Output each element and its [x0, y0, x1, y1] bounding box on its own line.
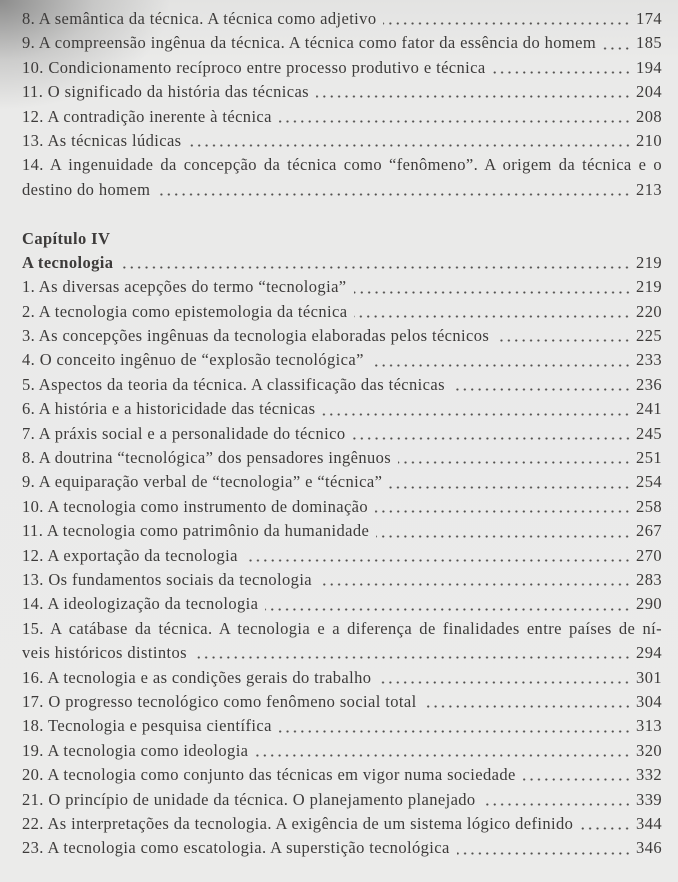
toc-entry-title: 22. As interpretações da tecnologia. A exigência de um sistema lógico definido: [22, 813, 574, 833]
toc-entry-title: 13. Os fundamentos sociais da tecnologia: [22, 569, 313, 589]
dot-leader: [354, 300, 631, 324]
dot-leader: [483, 788, 631, 812]
toc-entry: [22, 373, 662, 397]
toc-entry: [22, 714, 662, 738]
toc-entry: [22, 446, 662, 470]
toc-entry-title-line1: 14. A ingenuidade da concepção da técnica como “fenômeno”. A origem da técnica e o: [22, 155, 662, 175]
dot-leader: [371, 348, 631, 372]
toc-page-number: 241: [636, 399, 662, 419]
dot-leader: [279, 714, 631, 738]
toc-entry-title: 8. A doutrina “tecnológica” dos pensadores ingênuos: [22, 448, 392, 468]
toc-page-number: 208: [636, 106, 662, 126]
toc-entry-title: 19. A tecnologia como ideologia: [22, 740, 249, 760]
toc-entry-title: 8. A semântica da técnica. A técnica como adjetivo: [22, 9, 377, 28]
toc-entry: [22, 617, 662, 666]
toc-entry: [22, 592, 662, 616]
dot-leader: [120, 251, 631, 275]
dot-leader: [375, 495, 631, 519]
dot-leader: [452, 373, 631, 397]
dot-leader: [255, 739, 631, 763]
toc-page-number: 283: [636, 569, 662, 589]
toc-entry: [22, 788, 662, 812]
toc-entry-title: 18. Tecnologia e pesquisa científica: [22, 716, 272, 736]
toc-page-number: 267: [636, 521, 662, 541]
dot-leader: [398, 446, 631, 470]
toc-page-number: 245: [636, 423, 662, 443]
toc-entry-continuation: [22, 641, 662, 665]
dot-leader: [353, 422, 632, 446]
table-of-contents: [22, 7, 662, 861]
toc-page-number: 258: [636, 496, 662, 516]
toc-entry-title: 16. A tecnologia e as condições gerais do trabalho: [22, 667, 372, 687]
toc-page-number: 313: [636, 716, 662, 736]
dot-leader: [354, 275, 632, 299]
toc-page-number: 251: [636, 448, 662, 468]
toc-entry: [22, 275, 662, 299]
toc-page-number: 294: [636, 643, 662, 663]
toc-entry: [22, 300, 662, 324]
toc-entry-title: 12. A contradição inerente à técnica: [22, 106, 272, 126]
toc-entry-title: 3. As concepções ingênuas da tecnologia elaboradas pelos técnicos: [22, 326, 490, 346]
dot-leader: [157, 178, 631, 202]
dot-leader: [603, 31, 631, 55]
toc-entry-title: 14. A ideologização da tecnologia: [22, 594, 259, 614]
dot-leader: [389, 470, 631, 494]
toc-page-number: 225: [636, 326, 662, 346]
toc-entry: [22, 31, 662, 55]
toc-entry-title-line2: destino do homem: [22, 179, 151, 199]
dot-leader: [194, 641, 631, 665]
toc-entry: [22, 544, 662, 568]
dot-leader: [496, 324, 631, 348]
toc-entry: [22, 519, 662, 543]
toc-entry-title-line2: veis históricos distintos: [22, 643, 187, 663]
toc-entry-title: 17. O progresso tecnológico como fenômeno social total: [22, 691, 417, 711]
toc-page-number: 219: [636, 252, 662, 272]
toc-entry: [22, 422, 662, 446]
toc-entry-title: 9. A compreensão ingênua da técnica. A técnica como fator da essência do homem: [22, 33, 597, 53]
toc-entry: [22, 80, 662, 104]
toc-entry: [22, 568, 662, 592]
dot-leader: [383, 7, 631, 31]
dot-leader: [580, 812, 631, 836]
dot-leader: [378, 666, 631, 690]
toc-entry: [22, 495, 662, 519]
toc-entry: [22, 153, 662, 202]
toc-entry: [22, 7, 662, 31]
chapter-title: A tecnologia: [22, 252, 114, 272]
toc-entry-title-line1: 15. A catábase da técnica. A tecnologia e a diferença de finalidades entre países de ní-: [22, 618, 662, 638]
toc-entry-title: 1. As diversas acepções do termo “tecnologia”: [22, 277, 347, 297]
toc-entry-title: 20. A tecnologia como conjunto das técnicas em vigor numa sociedade: [22, 765, 516, 785]
dot-leader: [424, 690, 631, 714]
toc-entry: [22, 666, 662, 690]
dot-leader: [189, 129, 632, 153]
dot-leader: [245, 544, 631, 568]
dot-leader: [523, 763, 631, 787]
dot-leader: [376, 519, 631, 543]
toc-entry: [22, 56, 662, 80]
dot-leader: [265, 592, 631, 616]
toc-entry: [22, 129, 662, 153]
toc-entry-title: 21. O princípio de unidade da técnica. O planejamento planejado: [22, 789, 476, 809]
toc-entry: [22, 690, 662, 714]
toc-page-number: 339: [636, 789, 662, 809]
toc-entry-title: 6. A história e a historicidade das técnicas: [22, 399, 316, 419]
toc-page-number: 301: [636, 667, 662, 687]
toc-entry-title: 5. Aspectos da teoria da técnica. A classificação das técnicas: [22, 374, 445, 394]
toc-entry: [22, 470, 662, 494]
toc-page-number: 254: [636, 472, 662, 492]
toc-entry-continuation: [22, 178, 662, 202]
toc-page-number: 174: [636, 9, 662, 28]
dot-leader: [319, 568, 631, 592]
dot-leader: [457, 836, 631, 860]
toc-entry: [22, 812, 662, 836]
toc-entry-title: 13. As técnicas lúdicas: [22, 130, 182, 150]
toc-entry: [22, 324, 662, 348]
toc-page-number: 346: [636, 838, 662, 858]
toc-entry-title: 10. Condicionamento recíproco entre processo produtivo e técnica: [22, 57, 486, 77]
toc-entry: [22, 105, 662, 129]
dot-leader: [316, 80, 631, 104]
toc-entry: [22, 397, 662, 421]
toc-page-number: 213: [636, 179, 662, 199]
toc-page-number: 332: [636, 765, 662, 785]
toc-entry-title: 4. O conceito ingênuo de “explosão tecnológica”: [22, 350, 364, 370]
dot-leader: [279, 105, 631, 129]
toc-page-number: 236: [636, 374, 662, 394]
toc-entry-title: 11. O significado da história das técnicas: [22, 82, 309, 102]
toc-entry: [22, 836, 662, 860]
toc-page-number: 219: [636, 277, 662, 297]
toc-page-number: 344: [636, 813, 662, 833]
toc-entry-title: 10. A tecnologia como instrumento de dominação: [22, 496, 369, 516]
toc-entry-title: 11. A tecnologia como patrimônio da humanidade: [22, 521, 370, 541]
dot-leader: [493, 56, 631, 80]
toc-page-number: 304: [636, 691, 662, 711]
toc-entry-title: 7. A práxis social e a personalidade do técnico: [22, 423, 346, 443]
toc-entry-title: 23. A tecnologia como escatologia. A superstição tecnológica: [22, 838, 450, 858]
toc-entry-title: 9. A equiparação verbal de “tecnologia” e “técnica”: [22, 472, 383, 492]
toc-page-number: 320: [636, 740, 662, 760]
toc-page-number: 194: [636, 57, 662, 77]
toc-entry-title: 12. A exportação da tecnologia: [22, 545, 238, 565]
toc-page-number: 220: [636, 301, 662, 321]
dot-leader: [322, 397, 631, 421]
toc-page-number: 290: [636, 594, 662, 614]
toc-page-number: 210: [636, 130, 662, 150]
toc-page-number: 270: [636, 545, 662, 565]
chapter-label: Capítulo IV: [22, 228, 111, 248]
toc-entry-title: 2. A tecnologia como epistemologia da técnica: [22, 301, 348, 321]
toc-entry: [22, 739, 662, 763]
chapter-title-entry: [22, 251, 662, 275]
toc-page-number: 204: [636, 82, 662, 102]
toc-entry: [22, 763, 662, 787]
toc-entry: [22, 348, 662, 372]
toc-page-number: 233: [636, 350, 662, 370]
toc-page-number: 185: [636, 33, 662, 53]
